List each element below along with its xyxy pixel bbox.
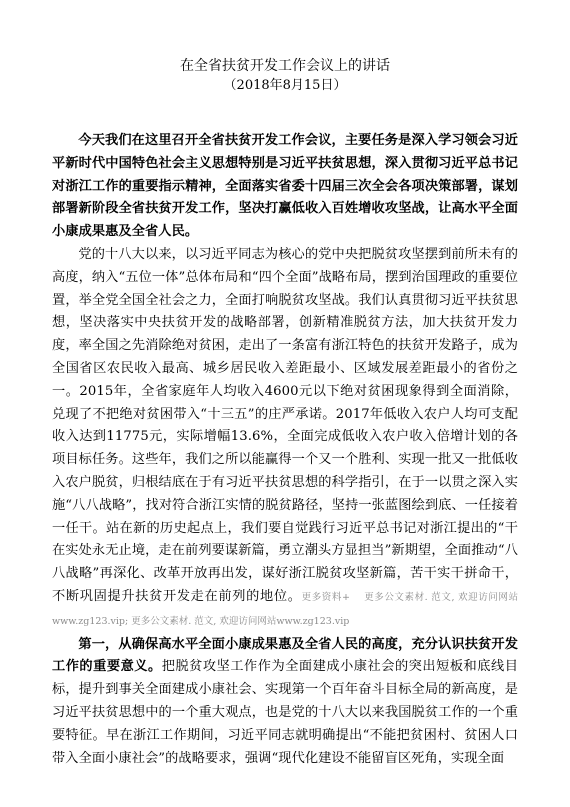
document-date: （2018年8月15日） <box>223 78 347 93</box>
paragraph-intro <box>52 130 518 244</box>
paragraph-intro-text: 今天我们在这里召开全省扶贫开发工作会议，主要任务是深入学习领会习近平新时代中国特色社会主义思想特别是习近平扶贫思想，深入贯彻习近平总书记对浙江工作的重要指示精神，全面落实省委十四届三次全会各项决策部署，谋划部署新阶段全省扶贫开发工作，坚决打赢低收入百姓增收攻坚战，让高水平全面小康成果惠及全省人民。 <box>52 133 518 240</box>
document-title: 在全省扶贫开发工作会议上的讲话 <box>180 58 390 74</box>
paragraph-first-point-lead: 第一，从确保高水平全面小康成果惠及全省人民的高度，充分认识扶贫开发工作的重要意义。 <box>52 636 518 675</box>
paragraph-first-point <box>52 634 518 771</box>
watermark-text: 更多资料+ 更多公文素材. 范文, 欢迎访问网站www.zg123.vip; 更多公文素材. 范文, 欢迎访问网站www.zg123.vip <box>52 591 518 627</box>
paragraph-first-point-text: 把脱贫攻坚工作作为全面建成小康社会的突出短板和底线目标，提升到事关全面建成小康社会、实现第一个百年奋斗目标全局的新高度，是习近平扶贫思想中的一个重大观点，也是党的十八大以来我国脱贫工作的一个重要特征。早在浙江工作期间，习近平同志就明确提出“不能把贫困村、贫困人口带入全面小康社会”的战略要求，强调“现代化建设不能留盲区死角，实现全面 <box>52 659 518 766</box>
paragraph-achievements-text: 党的十八大以来，以习近平同志为核心的党中央把脱贫攻坚摆到前所未有的高度，纳入“五位一体”总体布局和“四个全面”战略布局，摆到治国理政的重要位置，举全党全国全社会之力，全面打响脱贫攻坚战。我们认真贯彻习近平扶贫思想，坚决落实中央扶贫开发的战略部署，创新精准脱贫方法，加大扶贫开发力度，率全国之先消除绝对贫困，走出了一条富有浙江特色的扶贫开发路子，成为全国省区农民收入最高、城乡居民收入差距最小、区域发展差距最小的省份之一。2015年，全省家庭年人均收入4600元以下绝对贫困现象得到全面消除，兑现了不把绝对贫困带入“十三五”的庄严承诺。2017年低收入农户人均可支配收入达到11775元，实际增幅13.6%，全面完成低收入农户收入倍增计划的各项目标任务。这些年，我们之所以能赢得一个又一个胜利、实现一批又一批低收入农户脱贫，归根结底在于有习近平扶贫思想的科学指引，在于一以贯之深入实施“八八战略”，找对符合浙江实情的脱贫路径，坚持一张蓝图绘到底、一任接着一任干。站在新的历史起点上，我们要自觉践行习近平总书记对浙江提出的“干在实处永无止境，走在前列要谋新篇，勇立潮头方显担当”新期望，全面推动“八八战略”再深化、改革开放再出发，谋好浙江脱贫攻坚新篇，苦干实干拼命干，不断巩固提升扶贫开发走在前列的地位。 <box>52 246 518 604</box>
paragraph-achievements <box>52 244 518 634</box>
